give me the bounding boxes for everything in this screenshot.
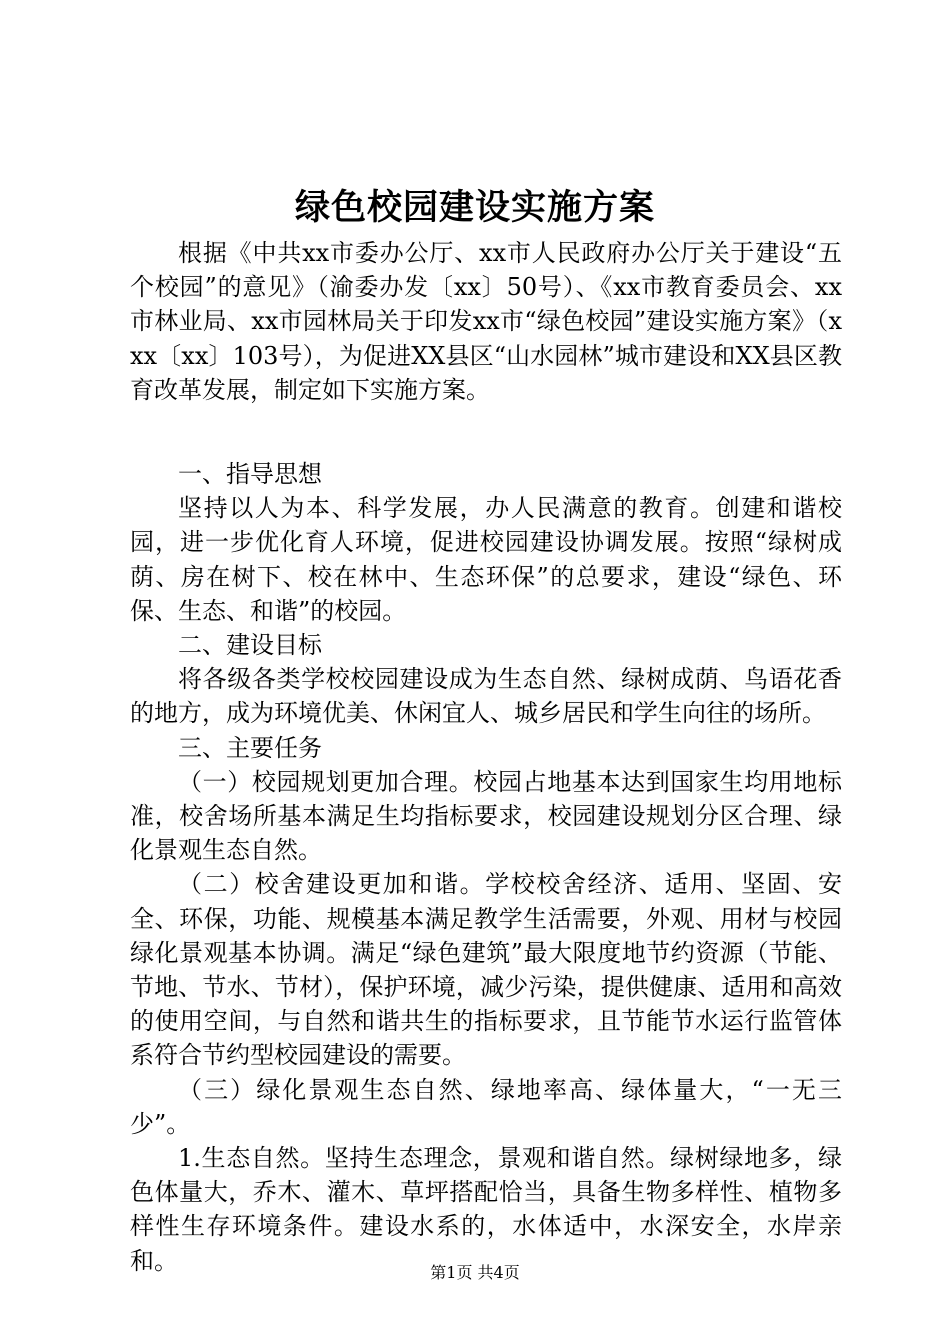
section-text-construction-goals: 将各级各类学校校园建设成为生态自然、绿树成荫、鸟语花香的地方，成为环境优美、休闲宜人、城乡居民和学生向往的场所。 [130,665,842,728]
task-paragraph-3: （三）绿化景观生态自然、绿地率高、绿体量大，“一无三少”。 [130,1075,842,1138]
task-paragraph-1: （一）校园规划更加合理。校园占地基本达到国家生均用地标准，校舍场所基本满足生均指标要求，校园建设规划分区合理、绿化景观生态自然。 [130,767,842,865]
section-heading-main-tasks: 三、主要任务 [178,733,322,762]
section-text-guiding-ideology: 坚持以人为本、科学发展，办人民满意的教育。创建和谐校园，进一步优化育人环境，促进校园建设协调发展。按照“绿树成荫、房在树下、校在林中、生态环保”的总要求，建设“绿色、环保、生态、和谐”的校园。 [130,494,842,625]
intro-paragraph: 根据《中共xx市委办公厅、xx市人民政府办公厅关于建设“五个校园”的意见》（渝委办发〔xx〕50号）、《xx市教育委员会、xx市林业局、xx市园林局关于印发xx市“绿色校园”建设实施方案》（xxx〔xx〕103号），为促进XX县区“山水园林”城市建设和XX县区教育改革发展，制定如下实施方案。 [130,239,842,404]
paragraph-gap [130,407,842,457]
task-paragraph-2: （二）校舍建设更加和谐。学校校舍经济、适用、坚固、安全、环保，功能、规模基本满足教学生活需要，外观、用材与校园绿化景观基本协调。满足“绿色建筑”最大限度地节约资源（节能、节地、节水、节材），保护环境，减少污染，提供健康、适用和高效的使用空间，与自然和谐共生的指标要求，且节能节水运行监管体系符合节约型校园建设的需要。 [130,870,842,1070]
document-body [130,236,842,1278]
document-title: 绿色校园建设实施方案 [294,187,655,228]
page-footer: 第1页 共4页 [430,1263,520,1282]
item-paragraph-1: 1.生态自然。坚持生态理念，景观和谐自然。绿树绿地多，绿色体量大，乔木、灌木、草坪搭配恰当，具备生物多样性、植物多样性生存环境条件。建设水系的，水体适中，水深安全，水岸亲和。 [130,1144,842,1275]
section-heading-construction-goals: 二、建设目标 [178,631,322,660]
section-heading-guiding-ideology: 一、指导思想 [178,460,322,489]
